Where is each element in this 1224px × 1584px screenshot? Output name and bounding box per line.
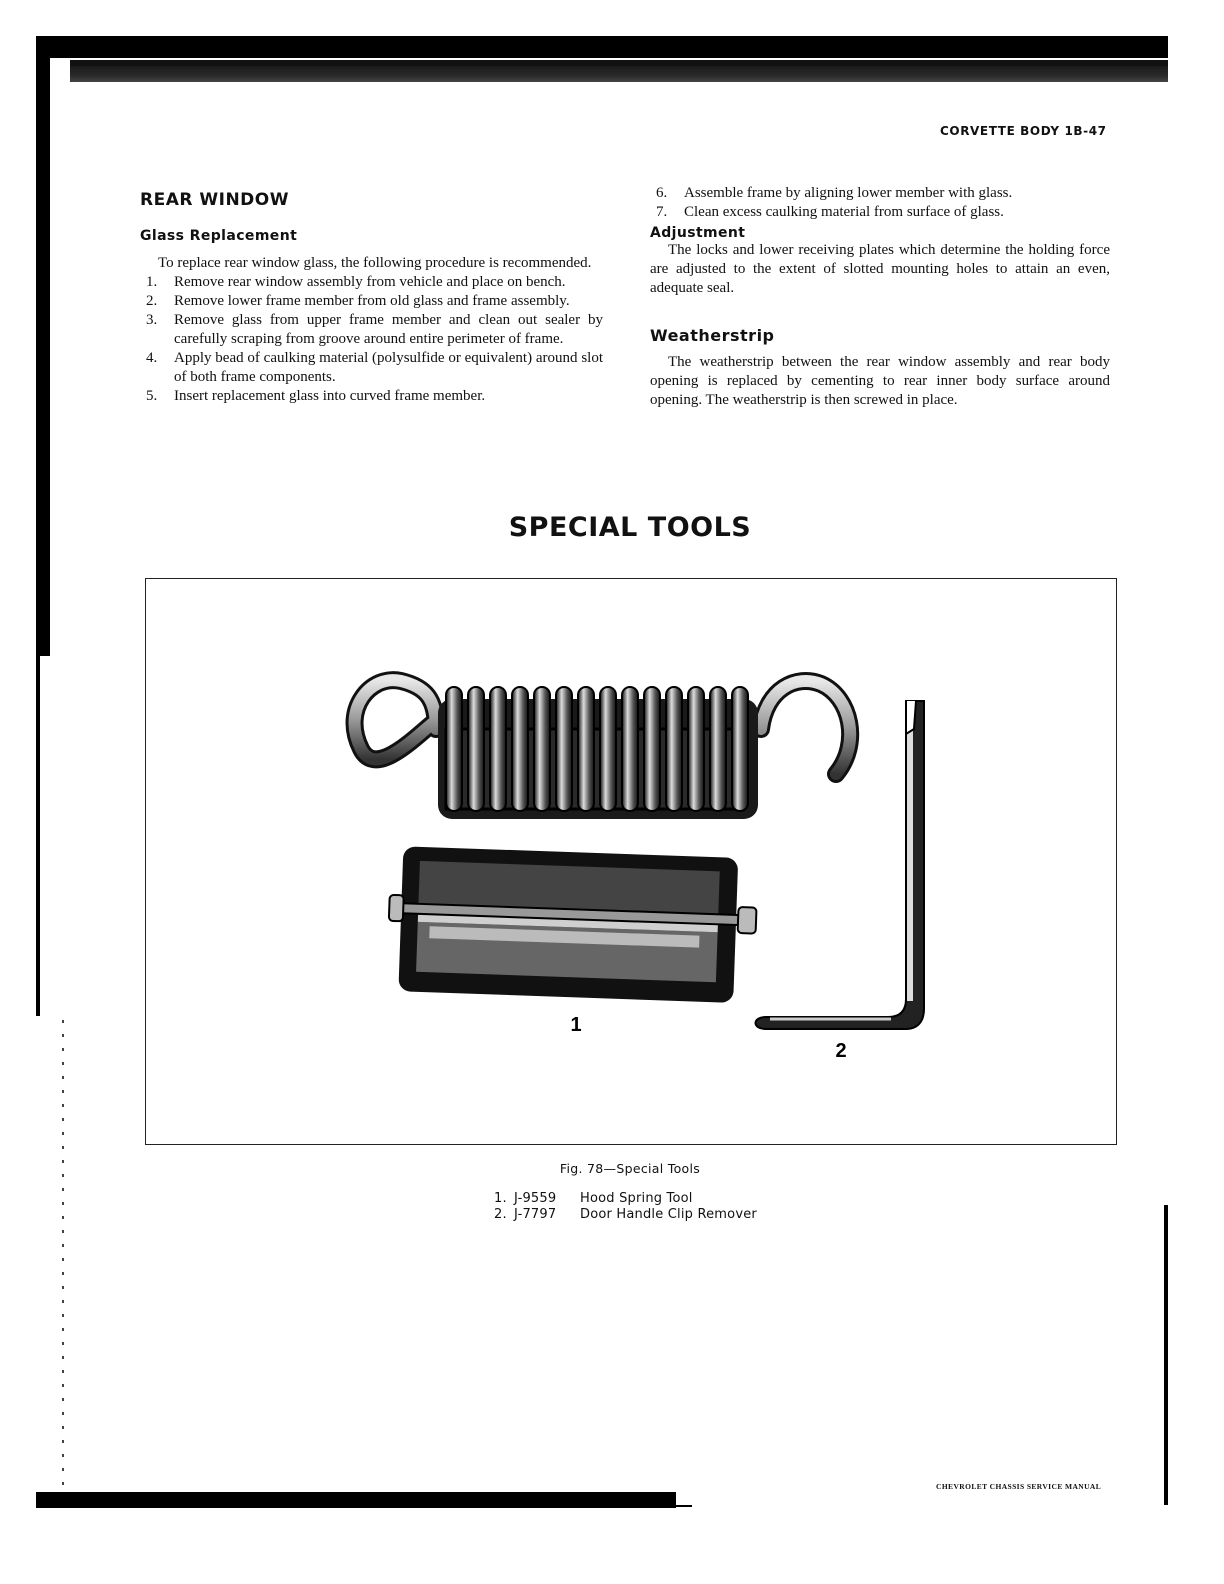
right-column	[650, 184, 1110, 410]
figure-label-1: 1	[570, 1014, 582, 1036]
step-number: 2.	[146, 293, 158, 309]
step-number: 7.	[656, 204, 668, 220]
list-item	[140, 349, 603, 387]
figure-caption: Fig. 78—Special Tools	[559, 1161, 701, 1176]
step-text: Remove lower frame member from old glass and frame assembly.	[174, 293, 570, 309]
step-text: Remove glass from upper frame member and clean out sealer by carefully scraping from groove around entire perimeter of frame.	[174, 312, 603, 347]
hood-spring-tool-image	[355, 680, 851, 1003]
list-item	[494, 1207, 757, 1223]
step-text: Insert replacement glass into curved frame member.	[174, 388, 486, 404]
adjustment-title: Adjustment	[650, 225, 746, 241]
step-text: Clean excess caulking material from surface of glass.	[684, 204, 1004, 220]
tool-number: 1.	[494, 1191, 507, 1206]
tool-name: Door Handle Clip Remover	[580, 1207, 757, 1222]
steps-list-right	[650, 184, 1110, 222]
step-text: Remove rear window assembly from vehicle and place on bench.	[174, 274, 566, 290]
figure-label-2: 2	[835, 1040, 847, 1062]
tool-list	[494, 1191, 757, 1223]
list-item	[140, 311, 603, 349]
weatherstrip-paragraph	[650, 353, 1110, 410]
running-header: CORVETTE BODY 1B-47	[940, 124, 1107, 138]
section-title: REAR WINDOW	[140, 190, 289, 210]
left-column	[140, 190, 603, 406]
scan-border-left	[36, 36, 50, 656]
step-text: Apply bead of caulking material (polysulfide or equivalent) around slot of both frame components.	[174, 350, 603, 385]
scan-border-right	[1164, 1205, 1168, 1505]
adjustment-text: The locks and lower receiving plates which determine the holding force are adjusted to the extent of slotted mounting holes to attain an even, adequate seal.	[650, 242, 1110, 296]
tool-name: Hood Spring Tool	[580, 1191, 693, 1206]
step-number: 1.	[146, 274, 158, 290]
subsection-title: Glass Replacement	[140, 228, 298, 244]
scan-border-bottom	[36, 1492, 676, 1508]
steps-list-left	[140, 273, 603, 406]
step-number: 6.	[656, 185, 668, 201]
tool-number: 2.	[494, 1207, 507, 1222]
step-text: Assemble frame by aligning lower member with glass.	[684, 185, 1013, 201]
footer-manual-name: CHEVROLET CHASSIS SERVICE MANUAL	[936, 1482, 1102, 1491]
weatherstrip-text: The weatherstrip between the rear window assembly and rear body opening is replaced by cementing to rear inner body surface around opening. The weatherstrip is then screwed in place.	[650, 354, 1110, 408]
scan-border-top-shadow	[70, 66, 1168, 82]
tool-part-number: J-7797	[514, 1207, 557, 1222]
step-number: 4.	[146, 350, 158, 366]
intro-paragraph	[140, 254, 603, 273]
weatherstrip-title: Weatherstrip	[650, 326, 775, 345]
step-number: 5.	[146, 388, 158, 404]
tool-part-number: J-9559	[514, 1191, 557, 1206]
scan-border-top	[36, 36, 1168, 58]
special-tools-title: SPECIAL TOOLS	[508, 512, 752, 543]
step-number: 3.	[146, 312, 158, 328]
list-item	[650, 184, 1110, 203]
adjustment-paragraph	[650, 241, 1110, 298]
intro-text: To replace rear window glass, the following procedure is recommended.	[158, 255, 592, 271]
scan-dotted-edge	[62, 1020, 64, 1490]
list-item	[650, 203, 1110, 222]
list-item	[140, 387, 603, 406]
figure-frame	[145, 578, 1117, 1145]
special-tools-illustration	[146, 579, 1115, 1143]
scan-border-left-lower	[36, 656, 40, 1016]
list-item	[140, 273, 603, 292]
scan-border-bottom-tail	[676, 1505, 692, 1507]
list-item	[494, 1191, 757, 1207]
list-item	[140, 292, 603, 311]
